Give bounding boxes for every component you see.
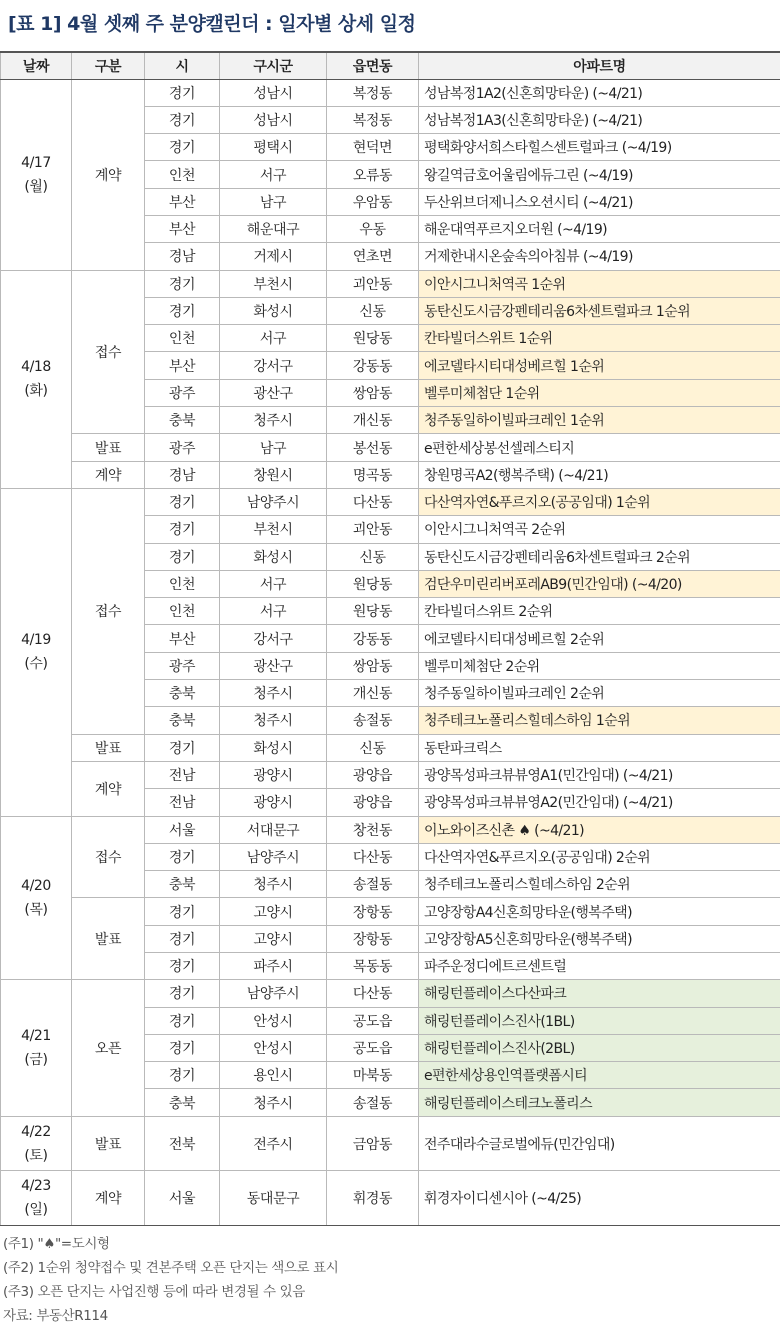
si-cell: 경기 — [145, 1007, 220, 1034]
apartment-name-cell: e편한세상봉선셀레스티지 — [419, 434, 780, 461]
dong-cell: 오류동 — [327, 161, 419, 188]
table-header-row — [1, 52, 780, 79]
category-cell: 접수 — [72, 270, 145, 434]
apartment-name-cell: 다산역자연&푸르지오(공공임대) 1순위 — [419, 488, 780, 515]
gu-cell: 화성시 — [220, 734, 327, 761]
category-cell: 계약 — [72, 1171, 145, 1226]
category-cell: 계약 — [72, 761, 145, 816]
table-row — [1, 79, 780, 106]
header-dong: 읍면동 — [327, 52, 419, 79]
si-cell: 경기 — [145, 953, 220, 980]
weekday-text: (일) — [24, 1202, 48, 1219]
table-row — [1, 734, 780, 761]
apartment-name-cell: 성남복정1A3(신혼희망타운) (~4/21) — [419, 106, 780, 133]
si-cell: 부산 — [145, 215, 220, 242]
gu-cell: 남양주시 — [220, 980, 327, 1007]
gu-cell: 성남시 — [220, 79, 327, 106]
date-text: 4/18 — [21, 359, 51, 376]
gu-cell: 서대문구 — [220, 816, 327, 843]
header-date: 날짜 — [1, 52, 72, 79]
gu-cell: 청주시 — [220, 1089, 327, 1116]
gu-cell: 부천시 — [220, 516, 327, 543]
table-row — [1, 270, 780, 297]
si-cell: 경기 — [145, 1034, 220, 1061]
dong-cell: 송절동 — [327, 1089, 419, 1116]
apartment-name-cell: 휘경자이디센시아 (~4/25) — [419, 1171, 780, 1226]
si-cell: 경남 — [145, 461, 220, 488]
date-text: 4/20 — [21, 877, 51, 894]
table-row — [1, 434, 780, 461]
header-category: 구분 — [72, 52, 145, 79]
gu-cell: 강서구 — [220, 352, 327, 379]
gu-cell: 남구 — [220, 434, 327, 461]
si-cell: 서울 — [145, 816, 220, 843]
dong-cell: 쌍암동 — [327, 379, 419, 406]
table-body — [1, 79, 780, 1226]
date-cell — [1, 79, 72, 270]
apartment-name-cell: 청주테크노폴리스힐데스하임 2순위 — [419, 871, 780, 898]
dong-cell: 복정동 — [327, 106, 419, 133]
apartment-name-cell: 광양목성파크뷰뷰영A1(민간임대) (~4/21) — [419, 761, 780, 788]
date-cell — [1, 488, 72, 816]
apartment-name-cell: 검단우미린리버포레AB9(민간임대) (~4/20) — [419, 570, 780, 597]
dong-cell: 신동 — [327, 543, 419, 570]
si-cell: 전남 — [145, 789, 220, 816]
si-cell: 광주 — [145, 434, 220, 461]
dong-cell: 마북동 — [327, 1062, 419, 1089]
apartment-name-cell: 전주대라수글로벌에듀(민간임대) — [419, 1116, 780, 1171]
dong-cell: 명곡동 — [327, 461, 419, 488]
apartment-name-cell: 해링턴플레이스진사(2BL) — [419, 1034, 780, 1061]
si-cell: 경기 — [145, 134, 220, 161]
dong-cell: 현덕면 — [327, 134, 419, 161]
gu-cell: 광양시 — [220, 789, 327, 816]
weekday-text: (금) — [24, 1052, 48, 1069]
gu-cell: 광산구 — [220, 379, 327, 406]
gu-cell: 고양시 — [220, 898, 327, 925]
footnote: (주2) 1순위 청약접수 및 견본주택 오픈 단지는 색으로 표시 — [3, 1260, 339, 1276]
dong-cell: 원당동 — [327, 570, 419, 597]
si-cell: 충북 — [145, 871, 220, 898]
table-row — [1, 461, 780, 488]
date-cell — [1, 1116, 72, 1171]
header-apartment: 아파트명 — [419, 52, 780, 79]
si-cell: 전북 — [145, 1116, 220, 1171]
si-cell: 경기 — [145, 106, 220, 133]
dong-cell: 연초면 — [327, 243, 419, 270]
footnotes — [3, 1232, 338, 1328]
category-cell: 접수 — [72, 488, 145, 734]
gu-cell: 화성시 — [220, 543, 327, 570]
si-cell: 경기 — [145, 1062, 220, 1089]
dong-cell: 복정동 — [327, 79, 419, 106]
apartment-name-cell: 해링턴플레이스진사(1BL) — [419, 1007, 780, 1034]
dong-cell: 강동동 — [327, 625, 419, 652]
gu-cell: 서구 — [220, 598, 327, 625]
date-text: 4/17 — [21, 154, 51, 171]
apartment-name-cell: 평택화양서희스타힐스센트럴파크 (~4/19) — [419, 134, 780, 161]
gu-cell: 화성시 — [220, 297, 327, 324]
dong-cell: 원당동 — [327, 598, 419, 625]
apartment-name-cell: 다산역자연&푸르지오(공공임대) 2순위 — [419, 843, 780, 870]
weekday-text: (목) — [24, 901, 48, 918]
gu-cell: 청주시 — [220, 707, 327, 734]
date-text: 4/21 — [21, 1028, 51, 1045]
dong-cell: 목동동 — [327, 953, 419, 980]
dong-cell: 봉선동 — [327, 434, 419, 461]
si-cell: 경기 — [145, 734, 220, 761]
date-cell — [1, 270, 72, 488]
date-text: 4/23 — [21, 1178, 51, 1195]
dong-cell: 금암동 — [327, 1116, 419, 1171]
gu-cell: 서구 — [220, 325, 327, 352]
dong-cell: 괴안동 — [327, 516, 419, 543]
si-cell: 인천 — [145, 570, 220, 597]
apartment-name-cell: 고양장항A5신혼희망타운(행복주택) — [419, 925, 780, 952]
apartment-name-cell: 청주동일하이빌파크레인 2순위 — [419, 680, 780, 707]
schedule-table — [0, 51, 780, 1226]
gu-cell: 광산구 — [220, 652, 327, 679]
apartment-name-cell: 청주테크노폴리스힐데스하임 1순위 — [419, 707, 780, 734]
si-cell: 경기 — [145, 543, 220, 570]
gu-cell: 성남시 — [220, 106, 327, 133]
gu-cell: 동대문구 — [220, 1171, 327, 1226]
gu-cell: 남양주시 — [220, 488, 327, 515]
category-cell: 발표 — [72, 898, 145, 980]
dong-cell: 원당동 — [327, 325, 419, 352]
si-cell: 충북 — [145, 1089, 220, 1116]
gu-cell: 부천시 — [220, 270, 327, 297]
table-row — [1, 1171, 780, 1226]
gu-cell: 청주시 — [220, 407, 327, 434]
dong-cell: 창천동 — [327, 816, 419, 843]
footnote: (주3) 오픈 단지는 사업진행 등에 따라 변경될 수 있음 — [3, 1284, 305, 1300]
dong-cell: 광양읍 — [327, 761, 419, 788]
weekday-text: (월) — [24, 178, 48, 195]
si-cell: 충북 — [145, 707, 220, 734]
dong-cell: 광양읍 — [327, 789, 419, 816]
gu-cell: 서구 — [220, 570, 327, 597]
si-cell: 경기 — [145, 488, 220, 515]
si-cell: 인천 — [145, 325, 220, 352]
dong-cell: 장항동 — [327, 898, 419, 925]
si-cell: 충북 — [145, 407, 220, 434]
si-cell: 경기 — [145, 843, 220, 870]
dong-cell: 다산동 — [327, 843, 419, 870]
gu-cell: 남양주시 — [220, 843, 327, 870]
dong-cell: 장항동 — [327, 925, 419, 952]
page-title: [표 1] 4월 셋째 주 분양캘린더 : 일자별 상세 일정 — [8, 13, 416, 35]
si-cell: 충북 — [145, 680, 220, 707]
dong-cell: 다산동 — [327, 488, 419, 515]
table-row — [1, 761, 780, 788]
table-row — [1, 488, 780, 515]
dong-cell: 신동 — [327, 297, 419, 324]
si-cell: 부산 — [145, 352, 220, 379]
dong-cell: 우암동 — [327, 188, 419, 215]
apartment-name-cell: 창원명곡A2(행복주택) (~4/21) — [419, 461, 780, 488]
gu-cell: 창원시 — [220, 461, 327, 488]
weekday-text: (토) — [24, 1147, 48, 1164]
dong-cell: 송절동 — [327, 707, 419, 734]
apartment-name-cell: 해링턴플레이스다산파크 — [419, 980, 780, 1007]
si-cell: 인천 — [145, 161, 220, 188]
gu-cell: 용인시 — [220, 1062, 327, 1089]
gu-cell: 평택시 — [220, 134, 327, 161]
si-cell: 광주 — [145, 652, 220, 679]
si-cell: 서울 — [145, 1171, 220, 1226]
dong-cell: 우동 — [327, 215, 419, 242]
dong-cell: 공도읍 — [327, 1034, 419, 1061]
si-cell: 경기 — [145, 79, 220, 106]
apartment-name-cell: 고양장항A4신혼희망타운(행복주택) — [419, 898, 780, 925]
dong-cell: 다산동 — [327, 980, 419, 1007]
apartment-name-cell: e편한세상용인역플랫폼시티 — [419, 1062, 780, 1089]
gu-cell: 청주시 — [220, 871, 327, 898]
gu-cell: 광양시 — [220, 761, 327, 788]
dong-cell: 신동 — [327, 734, 419, 761]
category-cell: 발표 — [72, 434, 145, 461]
table-row — [1, 898, 780, 925]
gu-cell: 청주시 — [220, 680, 327, 707]
si-cell: 전남 — [145, 761, 220, 788]
dong-cell: 공도읍 — [327, 1007, 419, 1034]
si-cell: 경기 — [145, 297, 220, 324]
si-cell: 광주 — [145, 379, 220, 406]
si-cell: 경기 — [145, 898, 220, 925]
weekday-text: (화) — [24, 383, 48, 400]
category-cell: 계약 — [72, 79, 145, 270]
apartment-name-cell: 동탄신도시금강펜테리움6차센트럴파크 2순위 — [419, 543, 780, 570]
si-cell: 경기 — [145, 516, 220, 543]
date-cell — [1, 980, 72, 1116]
si-cell: 부산 — [145, 625, 220, 652]
dong-cell: 휘경동 — [327, 1171, 419, 1226]
table-row — [1, 980, 780, 1007]
dong-cell: 강동동 — [327, 352, 419, 379]
gu-cell: 강서구 — [220, 625, 327, 652]
apartment-name-cell: 광양목성파크뷰뷰영A2(민간임대) (~4/21) — [419, 789, 780, 816]
table-row — [1, 816, 780, 843]
gu-cell: 파주시 — [220, 953, 327, 980]
footnote: (주1) "♠"=도시형 — [3, 1236, 110, 1252]
apartment-name-cell: 에코델타시티대성베르힐 2순위 — [419, 625, 780, 652]
apartment-name-cell: 동탄신도시금강펜테리움6차센트럴파크 1순위 — [419, 297, 780, 324]
dong-cell: 송절동 — [327, 871, 419, 898]
apartment-name-cell: 해운대역푸르지오더원 (~4/19) — [419, 215, 780, 242]
si-cell: 경기 — [145, 270, 220, 297]
gu-cell: 안성시 — [220, 1034, 327, 1061]
gu-cell: 남구 — [220, 188, 327, 215]
date-text: 4/19 — [21, 632, 51, 649]
dong-cell: 괴안동 — [327, 270, 419, 297]
gu-cell: 고양시 — [220, 925, 327, 952]
si-cell: 인천 — [145, 598, 220, 625]
gu-cell: 해운대구 — [220, 215, 327, 242]
apartment-name-cell: 이안시그니처역곡 1순위 — [419, 270, 780, 297]
date-text: 4/22 — [21, 1123, 51, 1140]
apartment-name-cell: 칸타빌더스위트 1순위 — [419, 325, 780, 352]
apartment-name-cell: 벨루미체첨단 2순위 — [419, 652, 780, 679]
apartment-name-cell: 왕길역금호어울림에듀그린 (~4/19) — [419, 161, 780, 188]
apartment-name-cell: 칸타빌더스위트 2순위 — [419, 598, 780, 625]
si-cell: 경기 — [145, 925, 220, 952]
category-cell: 발표 — [72, 734, 145, 761]
gu-cell: 서구 — [220, 161, 327, 188]
source-note: 자료: 부동산R114 — [3, 1308, 108, 1324]
si-cell: 부산 — [145, 188, 220, 215]
si-cell: 경기 — [145, 980, 220, 1007]
category-cell: 계약 — [72, 461, 145, 488]
dong-cell: 쌍암동 — [327, 652, 419, 679]
category-cell: 발표 — [72, 1116, 145, 1171]
apartment-name-cell: 해링턴플레이스테크노폴리스 — [419, 1089, 780, 1116]
weekday-text: (수) — [24, 656, 48, 673]
category-cell: 오픈 — [72, 980, 145, 1116]
apartment-name-cell: 동탄파크릭스 — [419, 734, 780, 761]
si-cell: 경남 — [145, 243, 220, 270]
apartment-name-cell: 파주운정디에트르센트럴 — [419, 953, 780, 980]
dong-cell: 개신동 — [327, 680, 419, 707]
gu-cell: 안성시 — [220, 1007, 327, 1034]
apartment-name-cell: 벨루미체첨단 1순위 — [419, 379, 780, 406]
category-cell: 접수 — [72, 816, 145, 898]
table-row — [1, 1116, 780, 1171]
header-gu: 구시군 — [220, 52, 327, 79]
header-si: 시 — [145, 52, 220, 79]
apartment-name-cell: 거제한내시온숲속의아침뷰 (~4/19) — [419, 243, 780, 270]
gu-cell: 전주시 — [220, 1116, 327, 1171]
apartment-name-cell: 이노와이즈신촌 ♠ (~4/21) — [419, 816, 780, 843]
apartment-name-cell: 청주동일하이빌파크레인 1순위 — [419, 407, 780, 434]
apartment-name-cell: 두산위브더제니스오션시티 (~4/21) — [419, 188, 780, 215]
apartment-name-cell: 이안시그니처역곡 2순위 — [419, 516, 780, 543]
apartment-name-cell: 에코델타시티대성베르힐 1순위 — [419, 352, 780, 379]
date-cell — [1, 816, 72, 980]
date-cell — [1, 1171, 72, 1226]
gu-cell: 거제시 — [220, 243, 327, 270]
dong-cell: 개신동 — [327, 407, 419, 434]
apartment-name-cell: 성남복정1A2(신혼희망타운) (~4/21) — [419, 79, 780, 106]
